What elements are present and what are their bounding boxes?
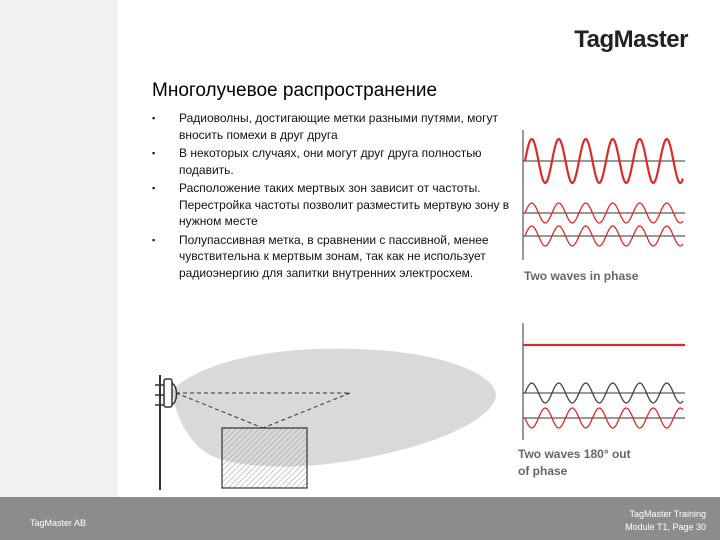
footer-bar xyxy=(0,497,720,540)
bullet-item xyxy=(152,180,512,230)
footer-company: TagMaster AB xyxy=(30,518,87,528)
bullet-item xyxy=(152,145,512,178)
bullet-text: Радиоволны, достигающие метки разными путями, могут вносить помехи в друг друга xyxy=(179,111,498,142)
out-of-phase-caption-line2: of phase xyxy=(518,464,568,478)
in-phase-caption: Two waves in phase xyxy=(524,269,639,283)
bullet-text: В некоторых случаях, они могут друг друга полностью подавить. xyxy=(179,146,482,177)
out-of-phase-caption-line1: Two waves 180° out xyxy=(518,447,631,461)
tagmaster-logo: TagMaster xyxy=(574,26,688,53)
radiation-lobe xyxy=(172,349,496,467)
in-phase-wave-diagram xyxy=(515,125,690,260)
footer-module-info xyxy=(625,508,706,534)
reader-radiation-diagram xyxy=(150,345,520,495)
bullet-icon: ▪ xyxy=(152,113,156,123)
bullet-list xyxy=(152,110,512,283)
bullet-item xyxy=(152,110,512,143)
slide-title: Многолучевое распространение xyxy=(152,80,438,101)
footer-page-label: Module T1, Page 30 xyxy=(625,522,706,532)
bullet-icon: ▪ xyxy=(152,148,156,158)
bullet-icon: ▪ xyxy=(152,183,156,193)
bullet-text: Полупассивная метка, в сравнении с пассивной, менее чувствительна к мертвым зонам, так как не использует радиоэнергию для запитки внутренних электросхем. xyxy=(179,232,489,280)
left-sidebar-panel xyxy=(0,0,118,497)
footer-training-label: TagMaster Training xyxy=(629,509,706,519)
out-of-phase-wave-diagram xyxy=(515,318,690,443)
reader-antenna-icon xyxy=(164,379,172,407)
tag-box xyxy=(222,428,307,488)
bullet-icon: ▪ xyxy=(152,234,156,245)
bullet-text: Расположение таких мертвых зон зависит от частоты. Перестройка частоты позволит разместить мертвую зону в нужном месте xyxy=(179,181,510,228)
bullet-item xyxy=(152,232,512,282)
